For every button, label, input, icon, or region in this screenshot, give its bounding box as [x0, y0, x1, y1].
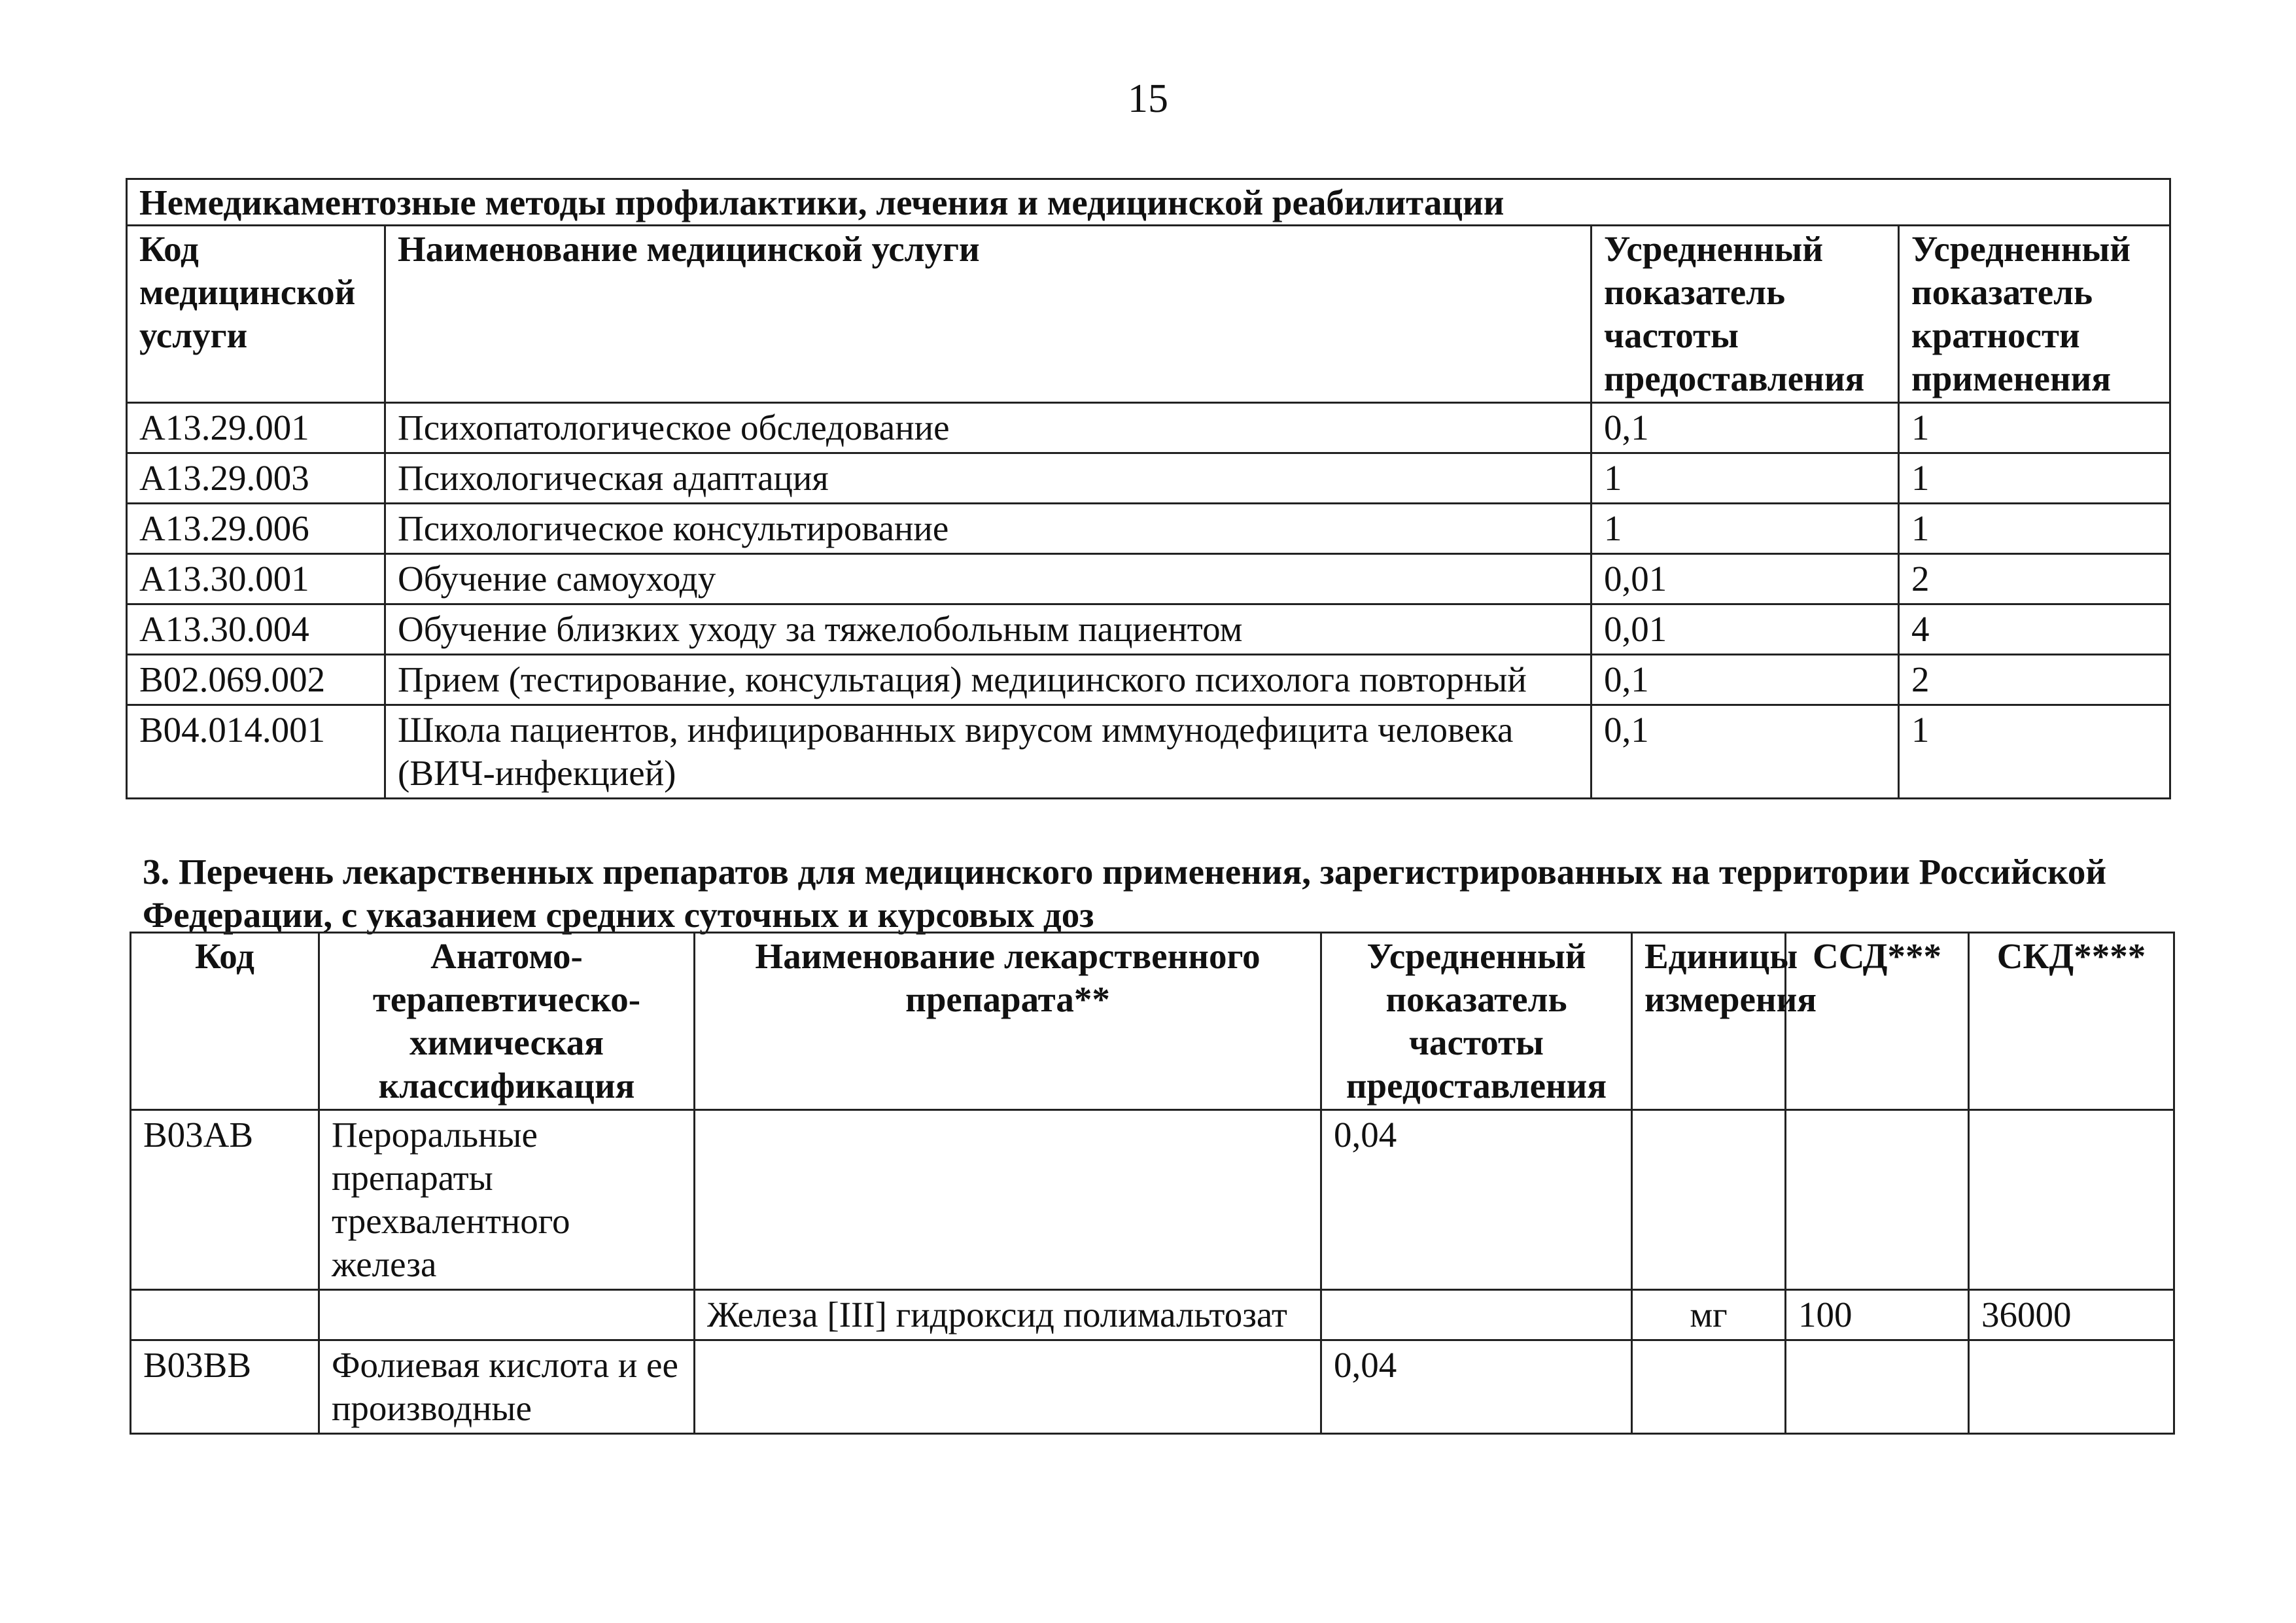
table-row	[131, 1340, 2174, 1434]
page-number: 15	[1128, 77, 1168, 121]
table-row	[131, 1110, 2174, 1290]
service-frequency: 1	[1592, 504, 1899, 554]
table-row	[127, 554, 2170, 604]
service-name: Психологическая адаптация	[385, 453, 1592, 504]
drug-units	[1632, 1340, 1786, 1434]
drug-skd: 36000	[1969, 1290, 2174, 1340]
table1-header-name: Наименование медицинской услуги	[385, 226, 1592, 403]
service-code: B04.014.001	[127, 705, 385, 799]
table1-header-frequency: Усредненный показатель частоты предоставления	[1592, 226, 1899, 403]
service-name: Обучение близких уходу за тяжелобольным пациентом	[385, 604, 1592, 655]
table-row	[127, 604, 2170, 655]
service-frequency: 0,01	[1592, 604, 1899, 655]
drug-code: B03BB	[131, 1340, 319, 1434]
service-frequency: 0,01	[1592, 554, 1899, 604]
service-multiplicity: 1	[1899, 504, 2170, 554]
table2-header-skd: СКД****	[1969, 933, 2174, 1110]
service-name: Прием (тестирование, консультация) медицинского психолога повторный	[385, 655, 1592, 705]
drug-frequency: 0,04	[1321, 1110, 1632, 1290]
service-code: A13.29.001	[127, 403, 385, 453]
drug-atc	[319, 1290, 695, 1340]
drug-frequency: 0,04	[1321, 1340, 1632, 1434]
service-name: Обучение самоуходу	[385, 554, 1592, 604]
service-frequency: 0,1	[1592, 705, 1899, 799]
table1-header-code: Код медицинской услуги	[127, 226, 385, 403]
service-multiplicity: 2	[1899, 655, 2170, 705]
drug-code: B03AB	[131, 1110, 319, 1290]
service-multiplicity: 1	[1899, 403, 2170, 453]
drug-skd	[1969, 1340, 2174, 1434]
drug-name: Железа [III] гидроксид полимальтозат	[695, 1290, 1321, 1340]
table1-header-multiplicity: Усредненный показатель кратности применения	[1899, 226, 2170, 403]
table-row	[127, 453, 2170, 504]
service-code: A13.30.001	[127, 554, 385, 604]
drug-code	[131, 1290, 319, 1340]
service-code: A13.29.003	[127, 453, 385, 504]
table-row	[127, 655, 2170, 705]
drug-atc: Пероральные препараты трехвалентного железа	[319, 1110, 695, 1290]
table2-header-code: Код	[131, 933, 319, 1110]
service-name: Психопатологическое обследование	[385, 403, 1592, 453]
service-code: B02.069.002	[127, 655, 385, 705]
table-row	[131, 1290, 2174, 1340]
service-code: A13.29.006	[127, 504, 385, 554]
service-multiplicity: 1	[1899, 453, 2170, 504]
table2-header-frequency: Усредненный показатель частоты предоставления	[1321, 933, 1632, 1110]
drug-name	[695, 1110, 1321, 1290]
drug-ssd	[1786, 1110, 1969, 1290]
drug-ssd	[1786, 1340, 1969, 1434]
non-drug-methods-table	[126, 178, 2171, 799]
table2-header-drug: Наименование лекарственного препарата**	[695, 933, 1321, 1110]
drug-atc: Фолиевая кислота и ее производные	[319, 1340, 695, 1434]
table2-header-units: Единицы измерения	[1632, 933, 1786, 1110]
drug-ssd: 100	[1786, 1290, 1969, 1340]
drug-units: мг	[1632, 1290, 1786, 1340]
table-row	[127, 504, 2170, 554]
service-frequency: 0,1	[1592, 655, 1899, 705]
table1-title: Немедикаментозные методы профилактики, лечения и медицинской реабилитации	[127, 179, 2170, 226]
drug-name	[695, 1340, 1321, 1434]
table2-header-atc: Анатомо-терапевтическо-химическая классификация	[319, 933, 695, 1110]
service-code: A13.30.004	[127, 604, 385, 655]
drugs-table	[130, 932, 2175, 1435]
table-row	[127, 403, 2170, 453]
service-multiplicity: 4	[1899, 604, 2170, 655]
service-frequency: 1	[1592, 453, 1899, 504]
service-name: Школа пациентов, инфицированных вирусом иммунодефицита человека (ВИЧ-инфекцией)	[385, 705, 1592, 799]
service-multiplicity: 2	[1899, 554, 2170, 604]
service-frequency: 0,1	[1592, 403, 1899, 453]
table2-header-ssd: ССД***	[1786, 933, 1969, 1110]
drug-frequency	[1321, 1290, 1632, 1340]
drug-skd	[1969, 1110, 2174, 1290]
drug-units	[1632, 1110, 1786, 1290]
section-3-title: 3. Перечень лекарственных препаратов для медицинского применения, зарегистрированных на территории Российской Федерации, с указанием средних суточных и курсовых доз	[143, 852, 2107, 935]
table-row	[127, 705, 2170, 799]
service-multiplicity: 1	[1899, 705, 2170, 799]
service-name: Психологическое консультирование	[385, 504, 1592, 554]
